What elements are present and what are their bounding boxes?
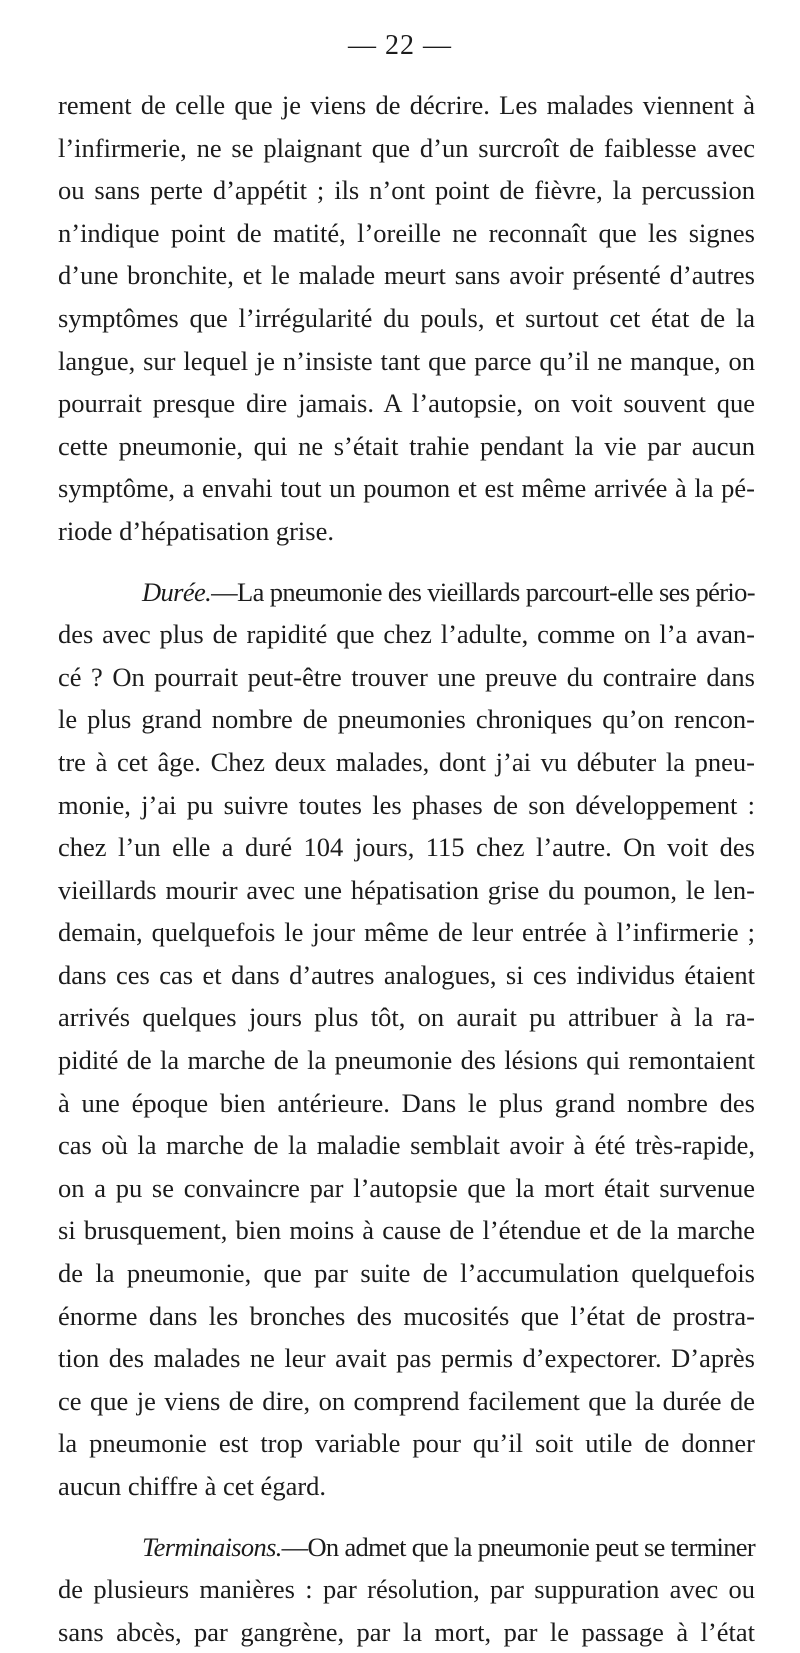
text-line: demain, quelquefois le jour même de leur entrée à l’infirmerie ; [58, 917, 755, 948]
text-line: si brusquement, bien moins à cause de l’étendue et de la marche [58, 1215, 755, 1246]
text-line: énorme dans les bronches des mucosités que l’état de prostra- [58, 1300, 755, 1331]
text-line: à une époque bien antérieure. Dans le plus grand nombre des [58, 1087, 755, 1118]
text-line: pidité de la marche de la pneumonie des lésions qui remontaient [58, 1045, 755, 1076]
text-line: on a pu se convaincre par l’autopsie que la mort était survenue [58, 1172, 755, 1203]
text-line: l’infirmerie, ne se plaignant que d’un surcroît de faiblesse avec [58, 132, 755, 163]
text-line: ce que je viens de dire, on comprend facilement que la durée de [58, 1385, 755, 1416]
text-fragment: —La pneumonie des vieillards parcourt-elle ses pério- [211, 576, 756, 607]
text-line: de plusieurs manières : par résolution, par suppuration avec ou [58, 1574, 755, 1605]
text-line: d’une bronchite, et le malade meurt sans avoir présenté d’autres [58, 260, 755, 291]
text-line: ou sans perte d’appétit ; ils n’ont point de fièvre, la percussion [58, 175, 755, 206]
text-line: arrivés quelques jours plus tôt, on aurait pu attribuer à la ra- [58, 1002, 755, 1033]
text-line: rement de celle que je viens de décrire. Les malades viennent à [58, 90, 755, 120]
text-line: sans abcès, par gangrène, par la mort, par le passage à l’état [58, 1616, 755, 1647]
text-line-with-heading [58, 1526, 755, 1569]
text-line: cé ? On pourrait peut-être trouver une preuve du contraire dans [58, 661, 755, 692]
text-line: cas où la marche de la maladie semblait avoir à été très-rapide, [58, 1130, 755, 1161]
text-fragment: —On admet que la pneumonie peut se terminer [281, 1531, 756, 1562]
text-line: dans ces cas et dans d’autres analogues, si ces individus étaient [58, 959, 755, 990]
text-line: langue, sur lequel je n’insiste tant que parce qu’il ne manque, on [58, 345, 755, 376]
text-line: de la pneumonie, que par suite de l’accumulation quelquefois [58, 1258, 755, 1289]
text-line: aucun chiffre à cet égard. [58, 1471, 327, 1501]
page-number: — 22 — [348, 30, 452, 61]
text-line: le plus grand nombre de pneumonies chroniques qu’on rencon- [58, 704, 755, 735]
text-line: symptômes que l’irrégularité du pouls, et surtout cet état de la [58, 302, 755, 333]
section-heading-duree: Durée. [142, 576, 212, 607]
text-line: tre à cet âge. Chez deux malades, dont j’ai vu débuter la pneu- [58, 746, 755, 777]
paragraph-1 [58, 84, 755, 553]
text-line: des avec plus de rapidité que chez l’adulte, comme on l’a avan- [58, 619, 755, 650]
text-line: riode d’hépatisation grise. [58, 515, 334, 546]
body-text [58, 84, 755, 1653]
text-line: la pneumonie est trop variable pour qu’il soit utile de donner [58, 1428, 755, 1459]
text-line: n’indique point de matité, l’oreille ne reconnaît que les signes [58, 217, 755, 248]
text-line: symptôme, a envahi tout un poumon et est même arrivée à la pé- [58, 473, 755, 504]
text-line: chez l’un elle a duré 104 jours, 115 chez l’autre. On voit des [58, 832, 755, 863]
text-line: cette pneumonie, qui ne s’était trahie pendant la vie par aucun [58, 430, 755, 461]
text-line-with-heading [58, 571, 755, 614]
text-line: vieillards mourir avec une hépatisation grise du poumon, le len- [58, 874, 755, 905]
text-line: monie, j’ai pu suivre toutes les phases de son développement : [58, 789, 755, 820]
text-line: pourrait presque dire jamais. A l’autopsie, on voit souvent que [58, 388, 755, 419]
section-heading-terminaisons: Terminaisons. [142, 1531, 282, 1562]
text-line: tion des malades ne leur avait pas permis d’expectorer. D’après [58, 1343, 755, 1374]
paragraph-terminaisons [58, 1526, 755, 1653]
paragraph-duree [58, 571, 755, 1508]
